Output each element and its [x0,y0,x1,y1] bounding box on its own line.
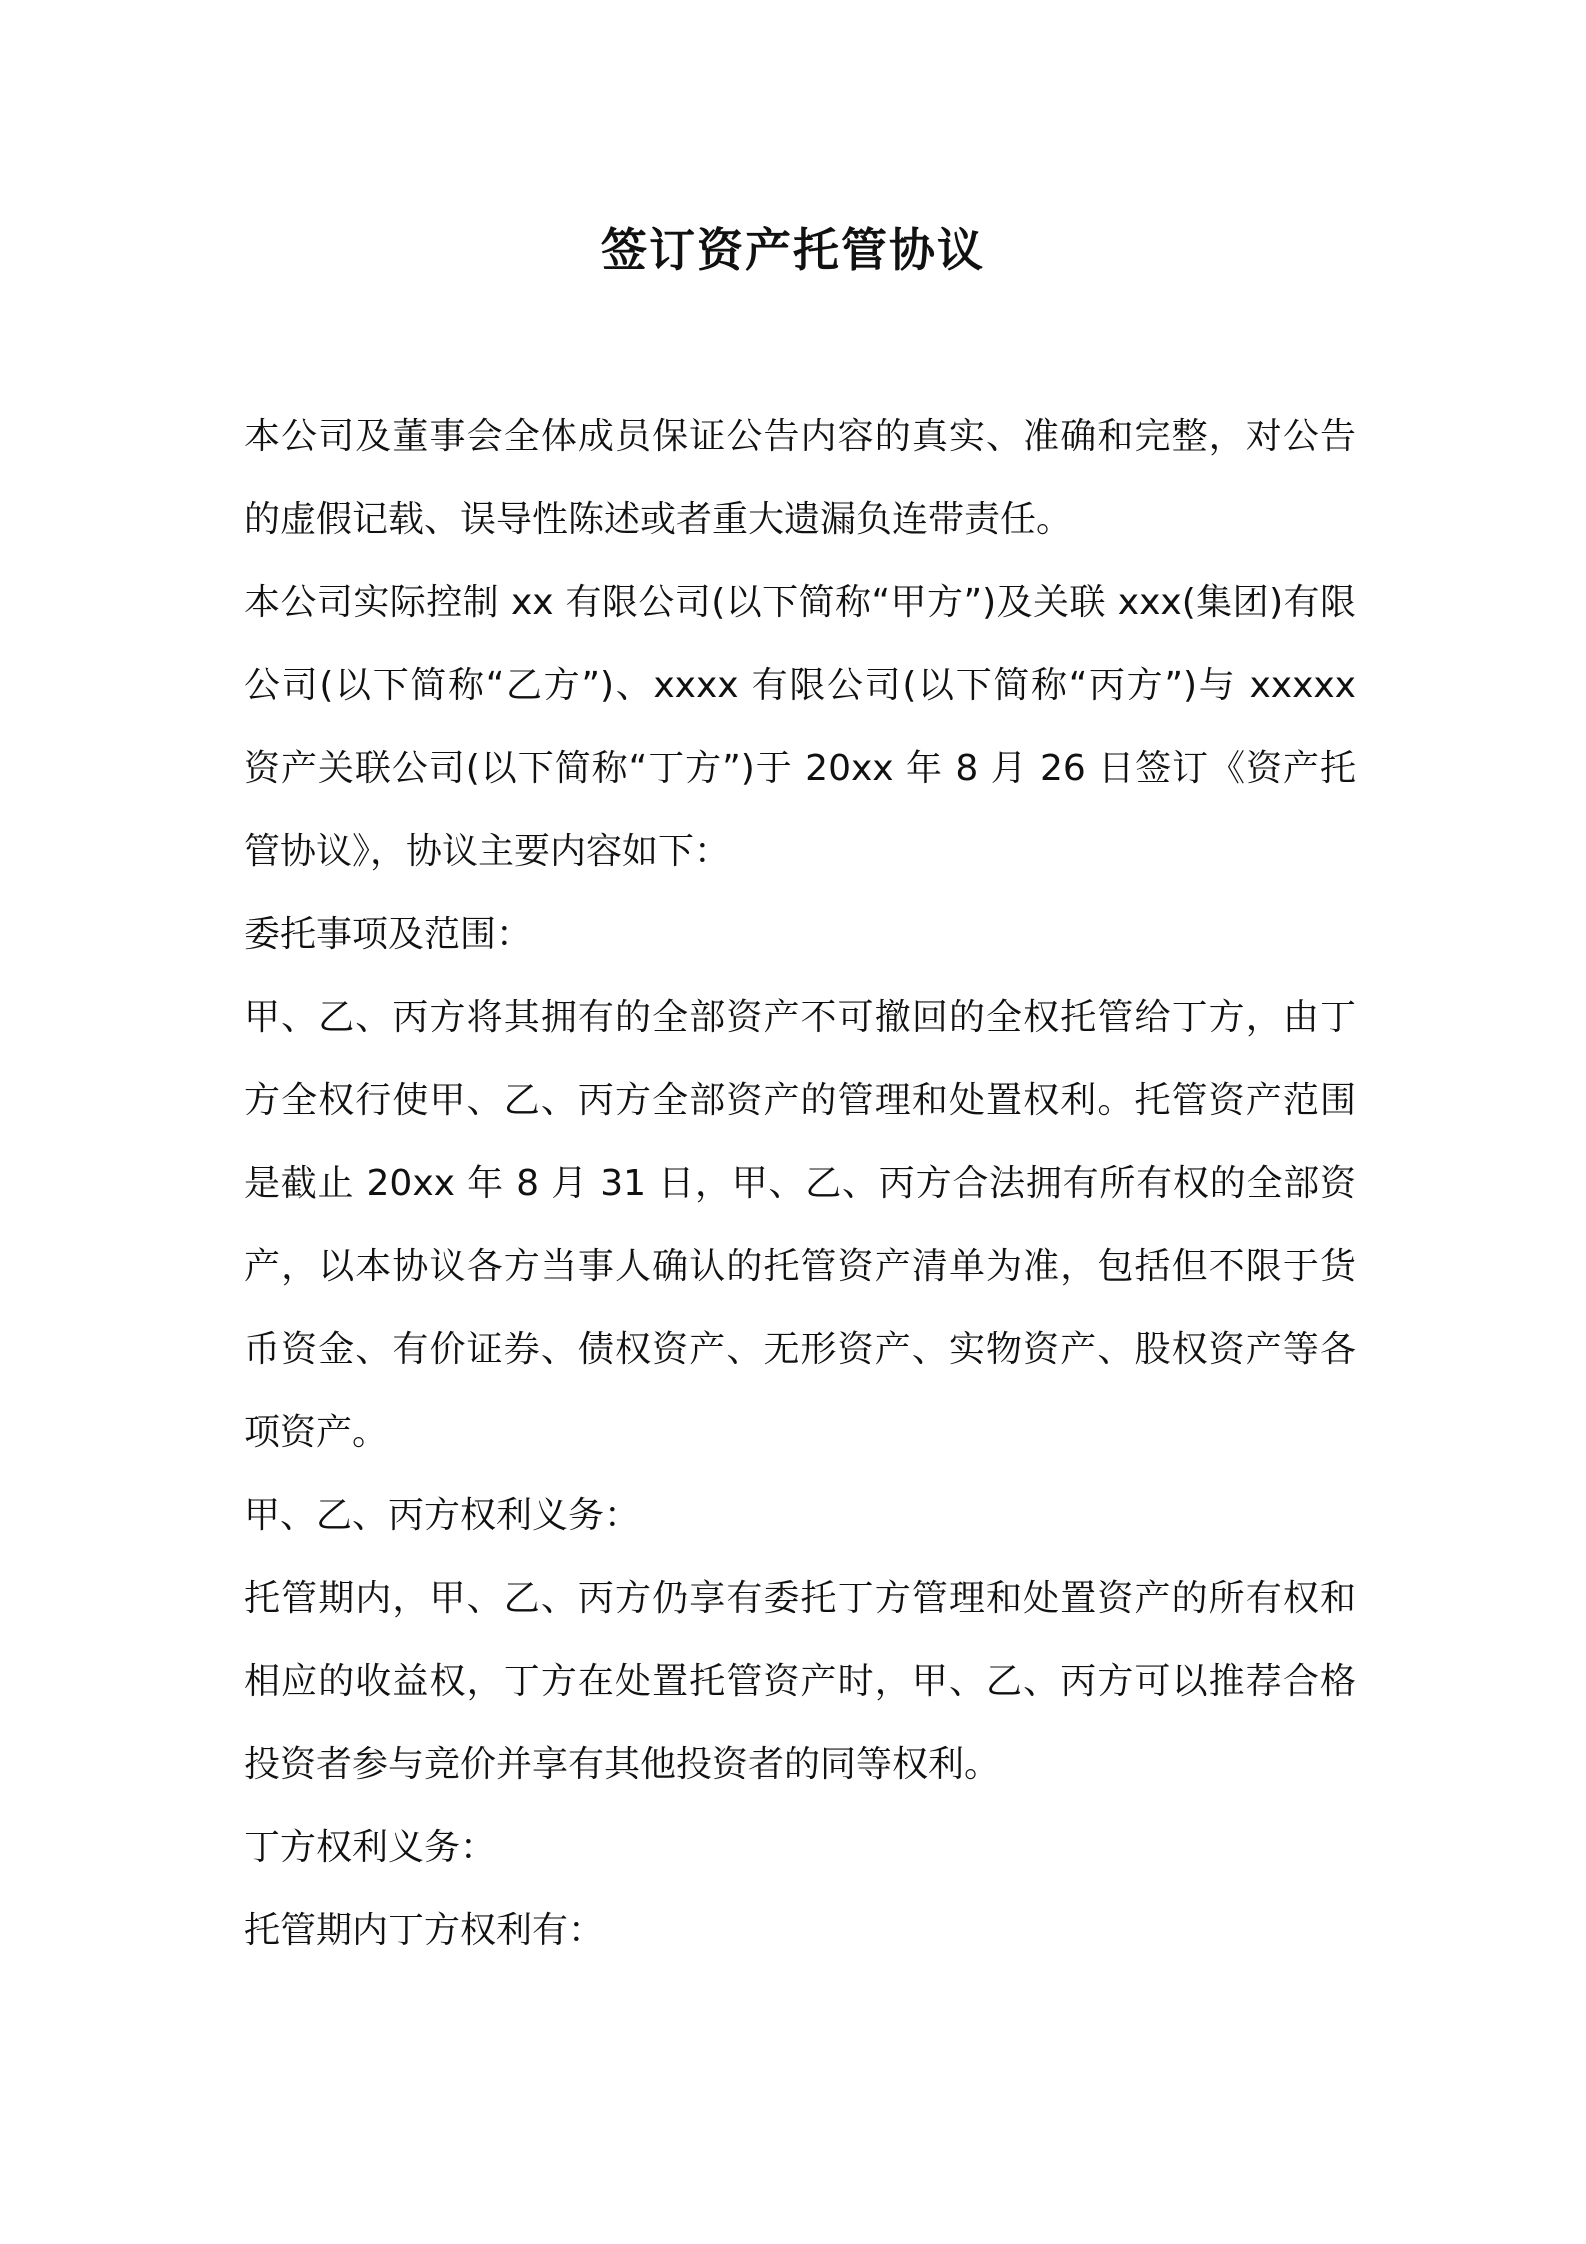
document-title: 签订资产托管协议 [601,223,985,277]
document-body [244,395,1356,1972]
paragraph-party-d-rights: 托管期内丁方权利有： [244,1910,605,1951]
paragraph-parties: 本公司实际控制 xx 有限公司(以下简称“甲方”)及关联 xxx(集团)有限公司(以下简称“乙方”)、xxxx 有限公司(以下简称“丙方”)与 xxxxx 资产关联公司(以下简称“丁方”)于 20xx 年 8 月 26 日签订《资产托管协议》，协议主要内容如下： [244,582,1356,872]
paragraph-party-abc-rights: 托管期内，甲、乙、丙方仍享有委托丁方管理和处置资产的所有权和相应的收益权，丁方在处置托管资产时，甲、乙、丙方可以推荐合格投资者参与竞价并享有其他投资者的同等权利。 [244,1578,1356,1785]
paragraph-disclaimer: 本公司及董事会全体成员保证公告内容的真实、准确和完整，对公告的虚假记载、误导性陈述或者重大遗漏负连带责任。 [244,416,1356,540]
heading-entrusted-scope: 委托事项及范围： [244,914,533,955]
paragraph-entrusted-scope: 甲、乙、丙方将其拥有的全部资产不可撤回的全权托管给丁方，由丁方全权行使甲、乙、丙方全部资产的管理和处置权利。托管资产范围是截止 20xx 年 8 月 31 日，甲、乙、丙方合法拥有所有权的全部资产，以本协议各方当事人确认的托管资产清单为准，包括但不限于货币资金、有价证券、债权资产、无形资产、实物资产、股权资产等各项资产。 [244,997,1356,1453]
heading-party-abc-rights: 甲、乙、丙方权利义务： [244,1495,641,1536]
heading-party-d-rights: 丁方权利义务： [244,1827,497,1868]
